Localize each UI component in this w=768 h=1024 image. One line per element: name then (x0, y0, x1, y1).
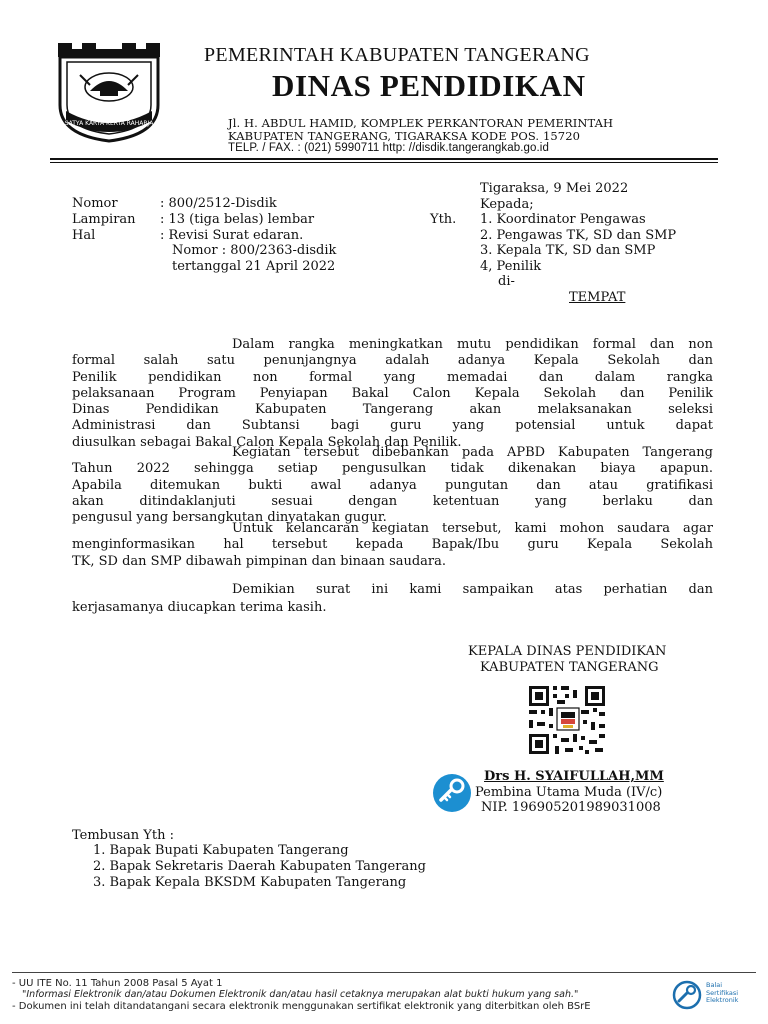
hal-label: Hal (72, 228, 96, 243)
body-line: formal salah satu penunjangnya adalah adanya Kepala Sekolah dan (72, 353, 713, 369)
bsre-seal-icon (432, 773, 472, 813)
paragraph-3 (72, 521, 713, 570)
bsre-logo-line: Elektronik (706, 996, 739, 1004)
body-line: TK, SD dan SMP dibawah pimpinan dan binaan saudara. (72, 553, 447, 569)
letterhead-address-2: KABUPATEN TANGERANG, TIGARAKSA KODE POS. 15720 (228, 129, 581, 143)
signatory-name: Drs H. SYAIFULLAH,MM (484, 769, 664, 784)
body-line: Dalam rangka meningkatkan mutu pendidikan formal dan non (232, 337, 713, 352)
footer-legal-quote: "Informasi Elektronik dan/atau Dokumen Elektronik dan/atau hasil cetaknya merupakan alat bukti hukum yang sah." (22, 989, 579, 1000)
tempat-label: TEMPAT (569, 290, 626, 305)
body-line: Administrasi dan Subtansi bagi guru yang potensial untuk dapat (72, 418, 713, 434)
body-line: Penilik pendidikan non formal yang memadai dan dalam rangka (72, 369, 713, 385)
recipient-item: 3. Kepala TK, SD dan SMP (480, 243, 656, 258)
signatory-title-1: KEPALA DINAS PENDIDIKAN (468, 644, 667, 659)
body-line: kerjasamanya diucapkan terima kasih. (72, 600, 327, 616)
paragraph-1 (72, 337, 713, 451)
body-line: Dinas Pendidikan Kabupaten Tangerang akan melaksanakan seleksi (72, 402, 713, 418)
bsre-logo-line: Balai (706, 981, 723, 989)
di-label: di- (498, 274, 515, 289)
lampiran-value: : 13 (tiga belas) lembar (160, 212, 315, 227)
qr-code-icon (527, 684, 607, 756)
letterhead-rule-thick (50, 158, 718, 160)
hal-reference-number: Nomor : 800/2363-disdik (172, 243, 337, 258)
body-line: Apabila ditemukan bukti awal adanya pungutan dan atau gratifikasi (72, 477, 713, 493)
hal-reference-date: tertanggal 21 April 2022 (172, 259, 336, 274)
footer-esign-notice: - Dokumen ini telah ditandatangani secara elektronik menggunakan sertifikat elektronik yang diterbitkan oleh BSrE (12, 1001, 591, 1012)
signatory-nip: NIP. 196905201989031008 (481, 800, 661, 815)
recipient-item: 1. Koordinator Pengawas (480, 212, 646, 227)
logo-motto: SATYA KARYA KERTA RAHARJA (64, 120, 154, 127)
body-line: pengusul yang bersangkutan dinyatakan gugur. (72, 510, 387, 526)
letterhead-address-1: Jl. H. ABDUL HAMID, KOMPLEK PERKANTORAN PEMERINTAH (228, 116, 614, 130)
body-line: menginformasikan hal tersebut kepada Bapak/Ibu guru Kepala Sekolah (72, 537, 713, 553)
bsre-logo (672, 980, 762, 1012)
recipient-item: 2. Pengawas TK, SD dan SMP (480, 228, 677, 243)
letterhead-agency: DINAS PENDIDIKAN (272, 68, 586, 103)
place-date: Tigaraksa, 9 Mei 2022 (480, 181, 629, 196)
tembusan-item: 2. Bapak Sekretaris Daerah Kabupaten Tangerang (93, 859, 426, 874)
hal-value: : Revisi Surat edaran. (160, 228, 304, 243)
lampiran-label: Lampiran (72, 212, 136, 227)
paragraph-2 (72, 445, 713, 526)
body-line: akan ditindaklanjuti sesuai dengan ketentuan yang berlaku dan (72, 493, 713, 509)
body-line: diusulkan sebagai Bakal Calon Kepala Sekolah dan Penilik. (72, 434, 462, 450)
recipient-item: 4, Penilik (480, 259, 542, 274)
nomor-label: Nomor (72, 196, 118, 211)
footer-divider (12, 972, 756, 973)
body-line: pelaksanaan Program Penyiapan Bakal Calon Kepala Sekolah dan Penilik (72, 385, 713, 401)
letterhead-contact: TELP. / FAX. : (021) 5990711 http: //disdik.tangerangkab.go.id (228, 142, 549, 154)
paragraph-4 (72, 582, 713, 617)
body-line: Tahun 2022 sehingga setiap pengusulkan tidak dikenakan biaya apapun. (72, 461, 713, 477)
yth-label: Yth. (430, 212, 457, 227)
nomor-value: : 800/2512-Disdik (160, 196, 277, 211)
tembusan-item: 3. Bapak Kepala BKSDM Kabupaten Tangerang (93, 875, 407, 890)
kepada-label: Kepada; (480, 197, 534, 212)
tembusan-label: Tembusan Yth : (72, 828, 174, 843)
bsre-logo-line: Sertifikasi (706, 988, 739, 997)
tangerang-emblem-logo (50, 35, 168, 145)
letterhead-government: PEMERINTAH KABUPATEN TANGERANG (204, 44, 590, 66)
bsre-logo-text (706, 982, 738, 1005)
letterhead-rule-thin (50, 162, 718, 163)
footer-legal-basis: - UU ITE No. 11 Tahun 2008 Pasal 5 Ayat 1 (12, 978, 223, 989)
signatory-title-2: KABUPATEN TANGERANG (480, 660, 659, 675)
bsre-logo-icon (672, 980, 702, 1010)
body-line: Kegiatan tersebut dibebankan pada APBD Kabupaten Tangerang (232, 445, 713, 460)
body-line: Demikian surat ini kami sampaikan atas perhatian dan (232, 582, 713, 597)
body-line: Untuk kelancaran kegiatan tersebut, kami mohon saudara agar (232, 521, 713, 536)
signatory-rank: Pembina Utama Muda (IV/c) (475, 785, 663, 800)
tembusan-item: 1. Bapak Bupati Kabupaten Tangerang (93, 843, 349, 858)
